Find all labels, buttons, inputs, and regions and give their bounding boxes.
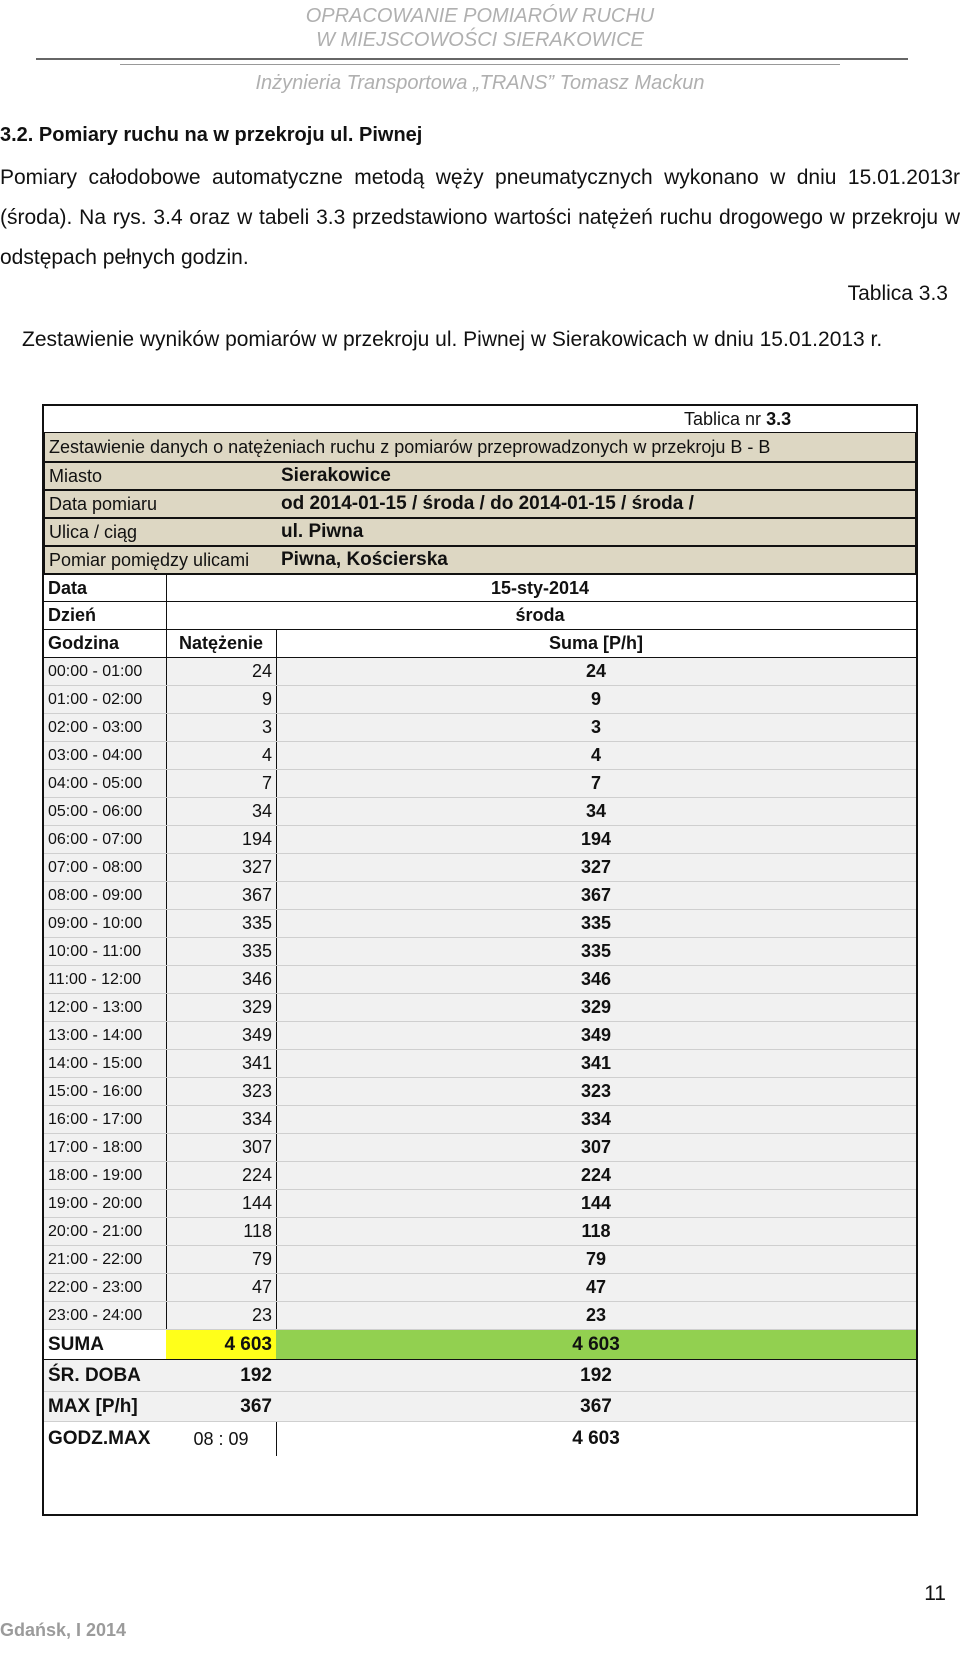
- hour-cell: 21:00 - 22:00: [48, 1250, 143, 1268]
- info-row-miasto: [44, 462, 916, 490]
- hour-cell: 18:00 - 19:00: [48, 1166, 143, 1184]
- suma-cell: 24: [585, 661, 607, 681]
- natezenie-cell: 34: [251, 801, 272, 821]
- data-pomiaru-label: Data pomiaru: [49, 493, 158, 514]
- max-label: MAX [P/h]: [48, 1395, 138, 1417]
- suma-cell: 224: [580, 1165, 612, 1185]
- natezenie-cell: 7: [261, 773, 272, 793]
- natezenie-cell: 335: [241, 941, 272, 961]
- hour-cell: 03:00 - 04:00: [48, 746, 143, 764]
- godz-max-natezenie: 08 : 09: [193, 1428, 249, 1449]
- col-header-godzina: Godzina: [48, 633, 119, 653]
- hour-cell: 16:00 - 17:00: [48, 1110, 143, 1128]
- table-title-row: [44, 432, 916, 462]
- table-row: [44, 1106, 916, 1134]
- table-row: [44, 742, 916, 770]
- suma-cell: 144: [580, 1193, 612, 1213]
- suma-total: 4 603: [276, 1330, 916, 1359]
- miasto-value: Sierakowice: [281, 465, 391, 486]
- table-title: Zestawienie danych o natężeniach ruchu z pomiarów przeprowadzonych w przekroju B - B: [49, 436, 771, 457]
- column-header-row: [44, 630, 916, 658]
- natezenie-cell: 367: [241, 885, 272, 905]
- suma-cell: 4: [590, 745, 601, 765]
- table-row: [44, 1246, 916, 1274]
- natezenie-cell: 118: [243, 1221, 272, 1241]
- day-value: środa: [515, 605, 565, 625]
- natezenie-cell: 194: [241, 829, 272, 849]
- table-number-label: Tablica nr: [684, 408, 762, 429]
- day-label: Dzień: [48, 605, 97, 625]
- page-number: 11: [924, 1582, 946, 1605]
- hour-cell: 09:00 - 10:00: [48, 914, 143, 932]
- max-total: 367: [580, 1395, 612, 1417]
- hour-cell: 11:00 - 12:00: [48, 970, 142, 988]
- col-header-suma: Suma [P/h]: [548, 633, 643, 653]
- table-row: [44, 910, 916, 938]
- natezenie-cell: 224: [241, 1165, 272, 1185]
- hour-cell: 06:00 - 07:00: [48, 830, 143, 848]
- table-row: [44, 826, 916, 854]
- hour-cell: 12:00 - 13:00: [48, 998, 143, 1016]
- natezenie-cell: 341: [241, 1053, 272, 1073]
- suma-cell: 194: [580, 829, 612, 849]
- suma-cell: 118: [581, 1221, 611, 1241]
- info-row-pomiar: [44, 546, 916, 574]
- hour-cell: 14:00 - 15:00: [48, 1054, 143, 1072]
- date-value: 15-sty-2014: [490, 577, 590, 598]
- info-row-data-pomiaru: [44, 490, 916, 518]
- table-row: [44, 994, 916, 1022]
- sr-doba-row: [44, 1360, 916, 1392]
- natezenie-cell: 9: [261, 689, 272, 709]
- suma-label: SUMA: [48, 1333, 104, 1355]
- hour-cell: 02:00 - 03:00: [48, 718, 143, 736]
- data-pomiaru-value: od 2014-01-15 / środa / do 2014-01-15 / środa /: [281, 493, 694, 514]
- godz-max-label: GODZ.MAX: [48, 1428, 151, 1449]
- table-row: [44, 1050, 916, 1078]
- traffic-table: [42, 404, 918, 1516]
- header-rule-thin: [120, 64, 840, 65]
- table-row: [44, 1218, 916, 1246]
- suma-cell: 47: [585, 1277, 607, 1297]
- suma-row: [44, 1330, 916, 1360]
- hour-cell: 23:00 - 24:00: [48, 1306, 143, 1324]
- natezenie-cell: 334: [241, 1109, 272, 1129]
- table-row: [44, 1078, 916, 1106]
- suma-cell: 323: [580, 1081, 612, 1101]
- table-number-value: 3.3: [766, 408, 792, 429]
- table-row: [44, 1022, 916, 1050]
- natezenie-cell: 329: [241, 997, 272, 1017]
- natezenie-cell: 3: [261, 717, 272, 737]
- natezenie-cell: 307: [241, 1137, 272, 1157]
- table-row: [44, 882, 916, 910]
- natezenie-cell: 47: [251, 1277, 272, 1297]
- hour-cell: 08:00 - 09:00: [48, 886, 143, 904]
- suma-cell: 7: [590, 773, 601, 793]
- table-row: [44, 1274, 916, 1302]
- hour-cell: 15:00 - 16:00: [48, 1082, 143, 1100]
- ulica-label: Ulica / ciąg: [49, 521, 138, 542]
- hour-cell: 04:00 - 05:00: [48, 774, 143, 792]
- hour-cell: 13:00 - 14:00: [48, 1026, 143, 1044]
- info-row-ulica: [44, 518, 916, 546]
- natezenie-cell: 349: [241, 1025, 272, 1045]
- table-row: [44, 938, 916, 966]
- day-row: [44, 602, 916, 630]
- suma-cell: 79: [585, 1249, 607, 1269]
- header-company: Inżynieria Transportowa „TRANS” Tomasz Mackun: [255, 72, 705, 94]
- footer-location-date: Gdańsk, I 2014: [0, 1620, 127, 1640]
- header-title-line1: OPRACOWANIE POMIARÓW RUCHU: [305, 5, 655, 27]
- pomiar-label: Pomiar pomiędzy ulicami: [49, 549, 250, 570]
- hour-cell: 10:00 - 11:00: [48, 942, 142, 960]
- sr-doba-label: ŚR. DOBA: [48, 1364, 141, 1386]
- date-label: Data: [48, 577, 88, 598]
- max-row: [44, 1392, 916, 1422]
- table-row: [44, 1134, 916, 1162]
- suma-cell: 349: [580, 1025, 612, 1045]
- hour-cell: 00:00 - 01:00: [48, 662, 143, 680]
- hour-cell: 05:00 - 06:00: [48, 802, 143, 820]
- natezenie-cell: 327: [241, 857, 272, 877]
- natezenie-cell: 23: [251, 1305, 272, 1325]
- suma-cell: 335: [580, 913, 612, 933]
- header-title-line2: W MIEJSCOWOŚCI SIERAKOWICE: [316, 29, 644, 51]
- table-row: [44, 798, 916, 826]
- table-row: [44, 770, 916, 798]
- natezenie-cell: 144: [241, 1193, 272, 1213]
- sr-doba-natezenie: 192: [240, 1364, 272, 1386]
- natezenie-cell: 4: [261, 745, 272, 765]
- table-caption-number: Tablica 3.3: [847, 282, 948, 305]
- section-title: 3.2. Pomiary ruchu na w przekroju ul. Piwnej: [0, 124, 423, 146]
- suma-cell: 307: [580, 1137, 612, 1157]
- hour-cell: 22:00 - 23:00: [48, 1278, 143, 1296]
- natezenie-cell: 346: [241, 969, 272, 989]
- table-row: [44, 658, 916, 686]
- suma-cell: 3: [590, 717, 601, 737]
- miasto-label: Miasto: [49, 465, 103, 486]
- table-row: [44, 1190, 916, 1218]
- hour-cell: 01:00 - 02:00: [48, 690, 143, 708]
- suma-cell: 335: [580, 941, 612, 961]
- pomiar-value: Piwna, Kościerska: [281, 549, 448, 570]
- suma-cell: 34: [585, 801, 607, 821]
- hour-cell: 20:00 - 21:00: [48, 1222, 143, 1240]
- max-natezenie: 367: [240, 1395, 272, 1417]
- natezenie-cell: 335: [241, 913, 272, 933]
- suma-cell: 329: [580, 997, 612, 1017]
- suma-cell: 327: [580, 857, 612, 877]
- suma-cell: 334: [580, 1109, 612, 1129]
- intro-paragraph: Pomiary całodobowe automatyczne metodą węży pneumatycznych wykonano w dniu 15.01.2013r (środa). Na rys. 3.4 oraz w tabeli 3.3 przedstawiono wartości natężeń ruchu drogowego w przekroju w odstępach pełnych godzin.: [0, 166, 960, 269]
- table-number-row: [44, 406, 916, 432]
- hour-cell: 17:00 - 18:00: [48, 1138, 143, 1156]
- table-row: [44, 966, 916, 994]
- ulica-value: ul. Piwna: [281, 521, 364, 542]
- suma-cell: 9: [590, 689, 601, 709]
- date-row: [44, 574, 916, 602]
- suma-natezenie: 4 603: [166, 1330, 276, 1359]
- natezenie-cell: 79: [251, 1249, 272, 1269]
- suma-cell: 341: [580, 1053, 612, 1073]
- suma-cell: 346: [580, 969, 612, 989]
- hour-cell: 07:00 - 08:00: [48, 858, 143, 876]
- col-header-natezenie: Natężenie: [178, 633, 264, 653]
- natezenie-cell: 24: [251, 661, 272, 681]
- table-row: [44, 686, 916, 714]
- godz-max-total: 4 603: [572, 1428, 620, 1449]
- hour-cell: 19:00 - 20:00: [48, 1194, 143, 1212]
- suma-cell: 23: [585, 1305, 607, 1325]
- table-row: [44, 1162, 916, 1190]
- sr-doba-total: 192: [580, 1364, 612, 1386]
- header-rule: [36, 58, 908, 60]
- suma-cell: 367: [580, 885, 612, 905]
- natezenie-cell: 323: [241, 1081, 272, 1101]
- table-row: [44, 854, 916, 882]
- table-row: [44, 1302, 916, 1330]
- table-row: [44, 714, 916, 742]
- table-caption: Zestawienie wyników pomiarów w przekroju ul. Piwnej w Sierakowicach w dniu 15.01.2013 r.: [22, 328, 883, 351]
- godz-max-row: [44, 1422, 916, 1456]
